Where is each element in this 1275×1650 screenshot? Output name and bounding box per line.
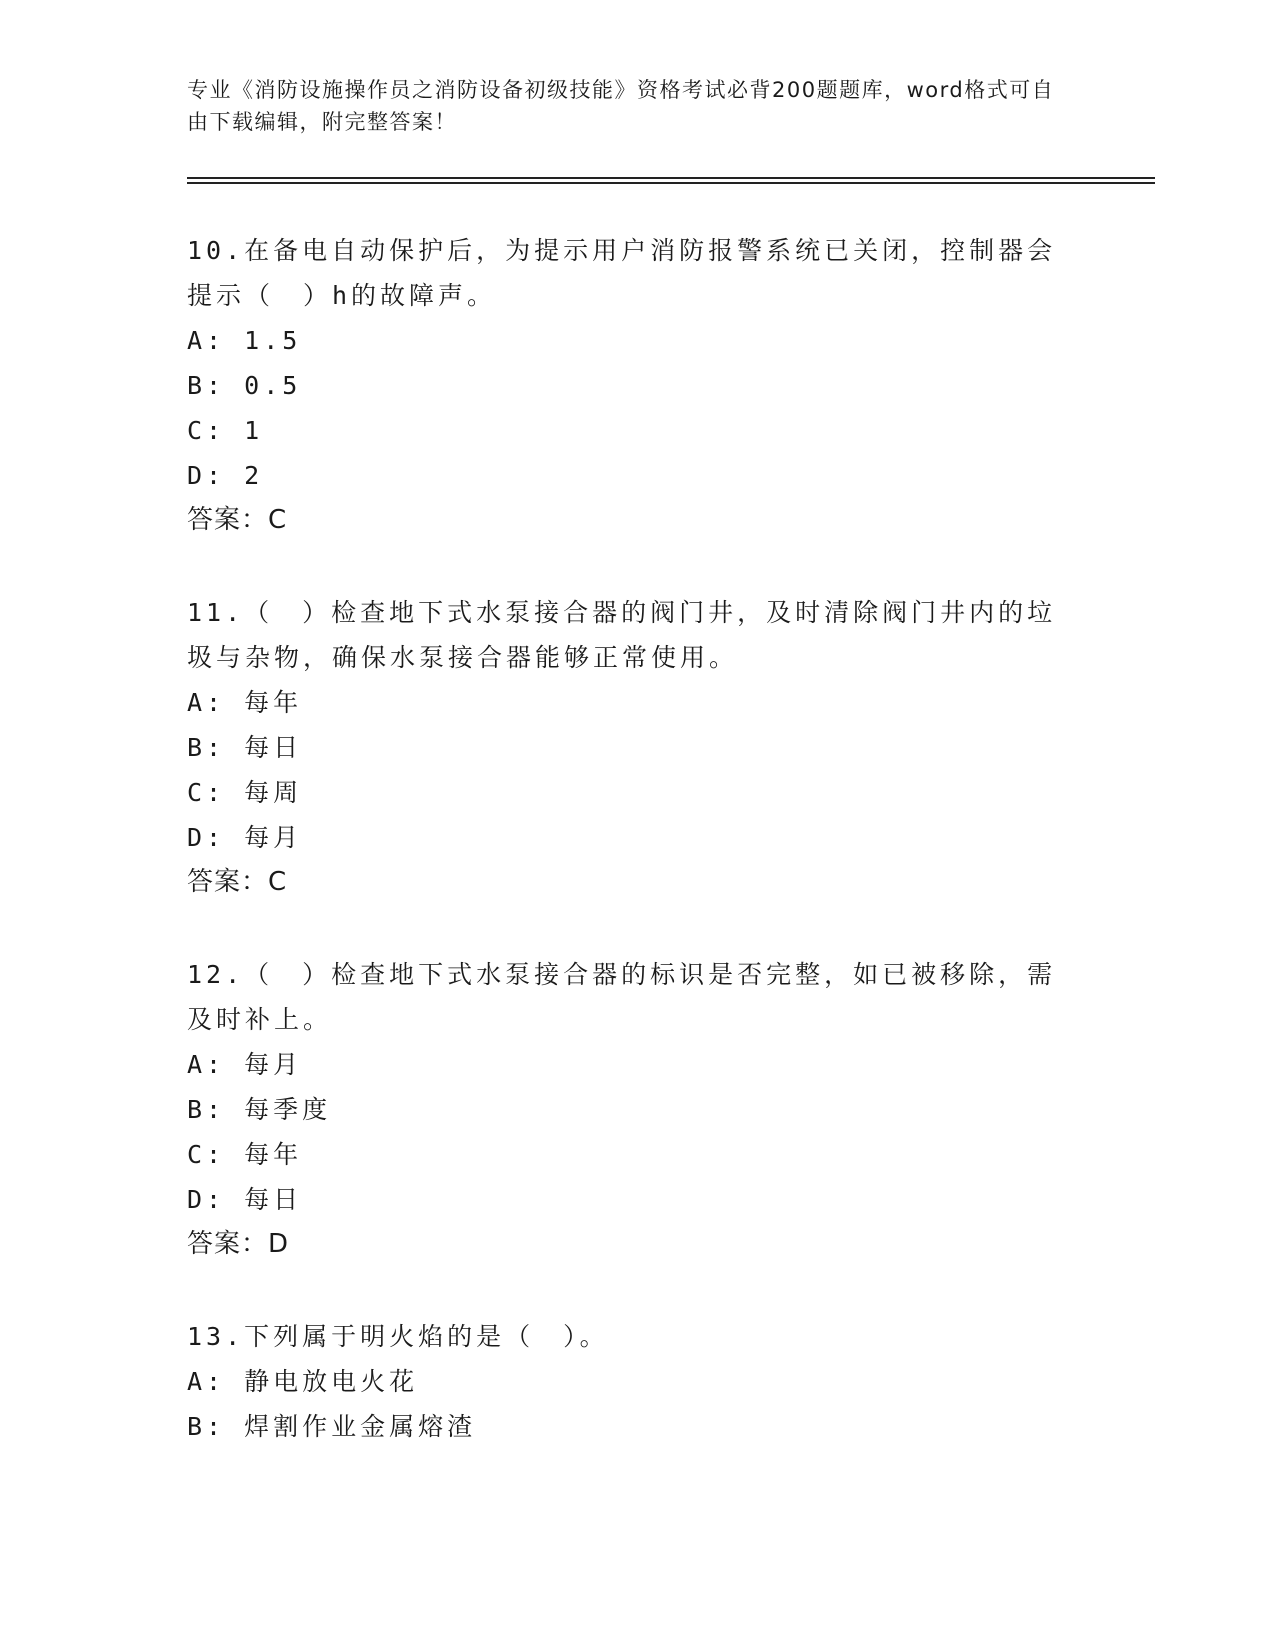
document-header: 专业《消防设施操作员之消防设备初级技能》资格考试必背200题题库，word格式可自由下载编辑，附完整答案！ <box>187 78 1055 134</box>
option-a: A: 每月 <box>187 1050 303 1079</box>
option-b: B: 焊割作业金属熔渣 <box>187 1412 477 1441</box>
option-a: A: 静电放电火花 <box>187 1367 419 1396</box>
answer: 答案：D <box>187 1229 290 1259</box>
question-13 <box>187 1314 1155 1449</box>
option-c: C: 每年 <box>187 1140 303 1169</box>
question-stem: 12.（ ）检查地下式水泵接合器的标识是否完整，如已被移除，需及时补上。 <box>187 960 1057 1034</box>
option-d: D: 每月 <box>187 823 303 852</box>
answer: 答案：C <box>187 867 288 897</box>
option-d: D: 2 <box>187 461 264 490</box>
option-b: B: 每日 <box>187 733 303 762</box>
header-divider <box>187 177 1155 184</box>
divider-line <box>187 177 1155 179</box>
question-stem: 11.（ ）检查地下式水泵接合器的阀门井，及时清除阀门井内的垃圾与杂物，确保水泵接合器能够正常使用。 <box>187 598 1057 672</box>
option-b: B: 每季度 <box>187 1095 332 1124</box>
option-d: D: 每日 <box>187 1185 303 1214</box>
question-list <box>187 228 1155 1449</box>
option-a: A: 1.5 <box>187 326 302 355</box>
answer: 答案：C <box>187 505 288 535</box>
option-a: A: 每年 <box>187 688 303 717</box>
question-stem: 10.在备电自动保护后，为提示用户消防报警系统已关闭，控制器会提示（ ）h的故障声。 <box>187 236 1057 310</box>
document-page <box>187 74 1155 1496</box>
divider-line <box>187 182 1155 184</box>
question-10 <box>187 228 1155 543</box>
question-stem: 13.下列属于明火焰的是（ ）。 <box>187 1322 609 1351</box>
question-11 <box>187 590 1155 905</box>
question-12 <box>187 952 1155 1267</box>
option-c: C: 每周 <box>187 778 303 807</box>
option-c: C: 1 <box>187 416 264 445</box>
option-b: B: 0.5 <box>187 371 302 400</box>
